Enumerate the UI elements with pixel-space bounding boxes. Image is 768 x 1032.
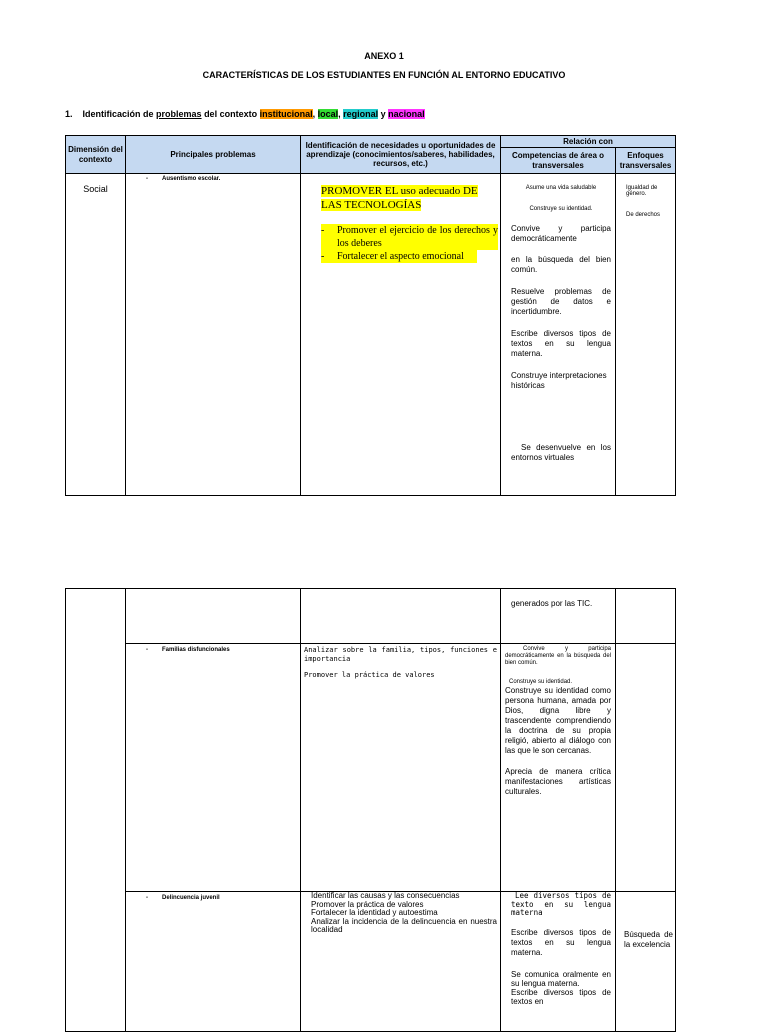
comp-item-1: Asume una vida saludable	[525, 185, 597, 191]
approaches-cell-social	[616, 174, 676, 496]
header-approaches: Enfoques transversales	[616, 148, 676, 174]
problem-cell-familias	[126, 644, 301, 892]
comp-item-6: Escribe diversos tipos de textos en su lengua materna.	[511, 329, 611, 358]
comp-familias-2: Construye su identidad.	[509, 679, 573, 685]
comp-delincuencia-1: Lee diversos tipos de texto en su lengua materna	[511, 891, 611, 917]
comp-item-8: Se desenvuelve en los entornos virtuales	[511, 443, 611, 462]
table-row-familias	[66, 644, 676, 892]
needs-cell-delincuencia	[301, 892, 501, 1032]
header-needs: Identificación de necesidades u oportunidades de aprendizaje (conocimientos/saberes, habilidades, recursos, etc.)	[301, 136, 501, 174]
problem-item-delincuencia	[126, 892, 300, 901]
need-item-familias-1: Analizar sobre la familia, tipos, funciones e importancia	[304, 646, 497, 663]
comp-familias-4: Aprecia de manera crítica manifestaciones artísticas culturales.	[505, 767, 611, 796]
comp-familias-3: Construye su identidad como persona humana, amada por Dios, digna libre y trascendente comprendiendo la doctrina de su propia religió, abierto al diálogo con las que le son cercanas.	[505, 686, 611, 755]
needs-cell-familias	[301, 644, 501, 892]
section-number: 1.	[65, 109, 73, 119]
need-item-1: Promover el ejercicio de los derechos y los deberes	[337, 225, 498, 249]
comp-continuation: generados por las TIC.	[511, 599, 593, 608]
problem-text: Familias disfuncionales	[162, 647, 230, 653]
section-comma-1: ,	[312, 109, 318, 119]
header-competencies: Competencias de área o transversales	[501, 148, 616, 174]
approach-item-2: De derechos	[626, 212, 661, 218]
need-item-2: Fortalecer el aspecto emocional	[337, 251, 464, 262]
problem-cell-delincuencia	[126, 892, 301, 1032]
comp-item-4: en la búsqueda del bien común.	[511, 255, 611, 274]
comp-item-3: Convive y participa democráticamente	[511, 224, 611, 243]
section-heading	[65, 109, 425, 119]
comp-item-5: Resuelve problemas de gestión de datos e incertidumbre.	[511, 287, 611, 316]
section-regional: regional	[343, 109, 379, 119]
problem-text: Ausentismo escolar.	[162, 176, 221, 182]
problem-text: Delincuencia juvenil	[162, 895, 220, 901]
header-dimension: Dimensión del contexto	[66, 136, 126, 174]
header-relation: Relación con	[501, 136, 676, 148]
bullet-dash: -	[146, 647, 148, 653]
problem-item-ausentismo	[126, 174, 300, 182]
need-item-delincuencia-1: Identificar las causas y las consecuencias	[311, 891, 460, 900]
section-y: y	[378, 109, 389, 119]
approach-delincuencia-1: Búsqueda de la excelencia	[624, 930, 673, 949]
approaches-cell-cont	[616, 589, 676, 644]
annex-label: ANEXO 1	[364, 51, 404, 61]
competencies-cell-delincuencia	[501, 892, 616, 1032]
document-title: CARACTERÍSTICAS DE LOS ESTUDIANTES EN FUNCIÓN AL ENTORNO EDUCATIVO	[202, 70, 566, 80]
comp-delincuencia-3: Se comunica oralmente en su lengua materna.	[511, 969, 611, 988]
problem-item-familias	[126, 644, 300, 653]
needs-cell-social: PROMOVER EL uso adecuado DE LAS TECNOLOGÍAS - Promover el ejercicio de los derechos y los deberes - Fortalecer el aspecto emocional	[301, 174, 501, 496]
competencies-cell-cont	[501, 589, 616, 644]
comp-delincuencia-2: Escribe diversos tipos de textos en su lengua materna.	[511, 927, 611, 957]
dimension-social: Social	[66, 174, 126, 496]
section-local: local	[317, 109, 339, 119]
context-table-page2	[65, 588, 676, 1032]
need-item-delincuencia-4: Analizar la incidencia de la delincuencia en nuestra localidad	[311, 916, 497, 934]
section-institucional: institucional	[259, 109, 313, 119]
comp-familias-1: Convive y participa democráticamente en la búsqueda del bien común.	[505, 646, 611, 666]
problem-cell-social	[126, 174, 301, 496]
dimension-cell-page2	[66, 589, 126, 1032]
bullet-dash: -	[146, 176, 148, 182]
need-item-familias-2: Promover la práctica de valores	[304, 671, 435, 679]
comp-item-2: Construye su identidad.	[529, 206, 593, 212]
section-text-a: Identificación de	[82, 109, 157, 119]
section-comma-2: ,	[338, 109, 344, 119]
bullet-dash: -	[146, 895, 148, 901]
approaches-cell-delincuencia	[616, 892, 676, 1032]
section-nacional: nacional	[388, 109, 425, 119]
needs-cell-cont	[301, 589, 501, 644]
context-table-page1	[65, 135, 676, 496]
table-row-social	[66, 174, 676, 496]
need-main: PROMOVER EL uso adecuado DE LAS TECNOLOGÍAS	[321, 185, 478, 211]
section-problemas: problemas	[156, 109, 202, 119]
comp-delincuencia-4: Escribe diversos tipos de textos en	[511, 987, 611, 1006]
problem-cell-cont	[126, 589, 301, 644]
table-row-delincuencia	[66, 892, 676, 1032]
competencies-cell-familias	[501, 644, 616, 892]
approach-item-1: Igualdad de género.	[626, 185, 658, 197]
table-row-continuation	[66, 589, 676, 644]
need-item-delincuencia-3: Fortalecer la identidad y autoestima	[311, 908, 438, 917]
comp-item-7: Construye interpretaciones históricas	[511, 371, 607, 390]
need-item-delincuencia-2: Promover la práctica de valores	[311, 899, 424, 909]
header-problems: Principales problemas	[126, 136, 301, 174]
competencies-cell-social	[501, 174, 616, 496]
approaches-cell-familias	[616, 644, 676, 892]
section-text-b: del contexto	[201, 109, 260, 119]
